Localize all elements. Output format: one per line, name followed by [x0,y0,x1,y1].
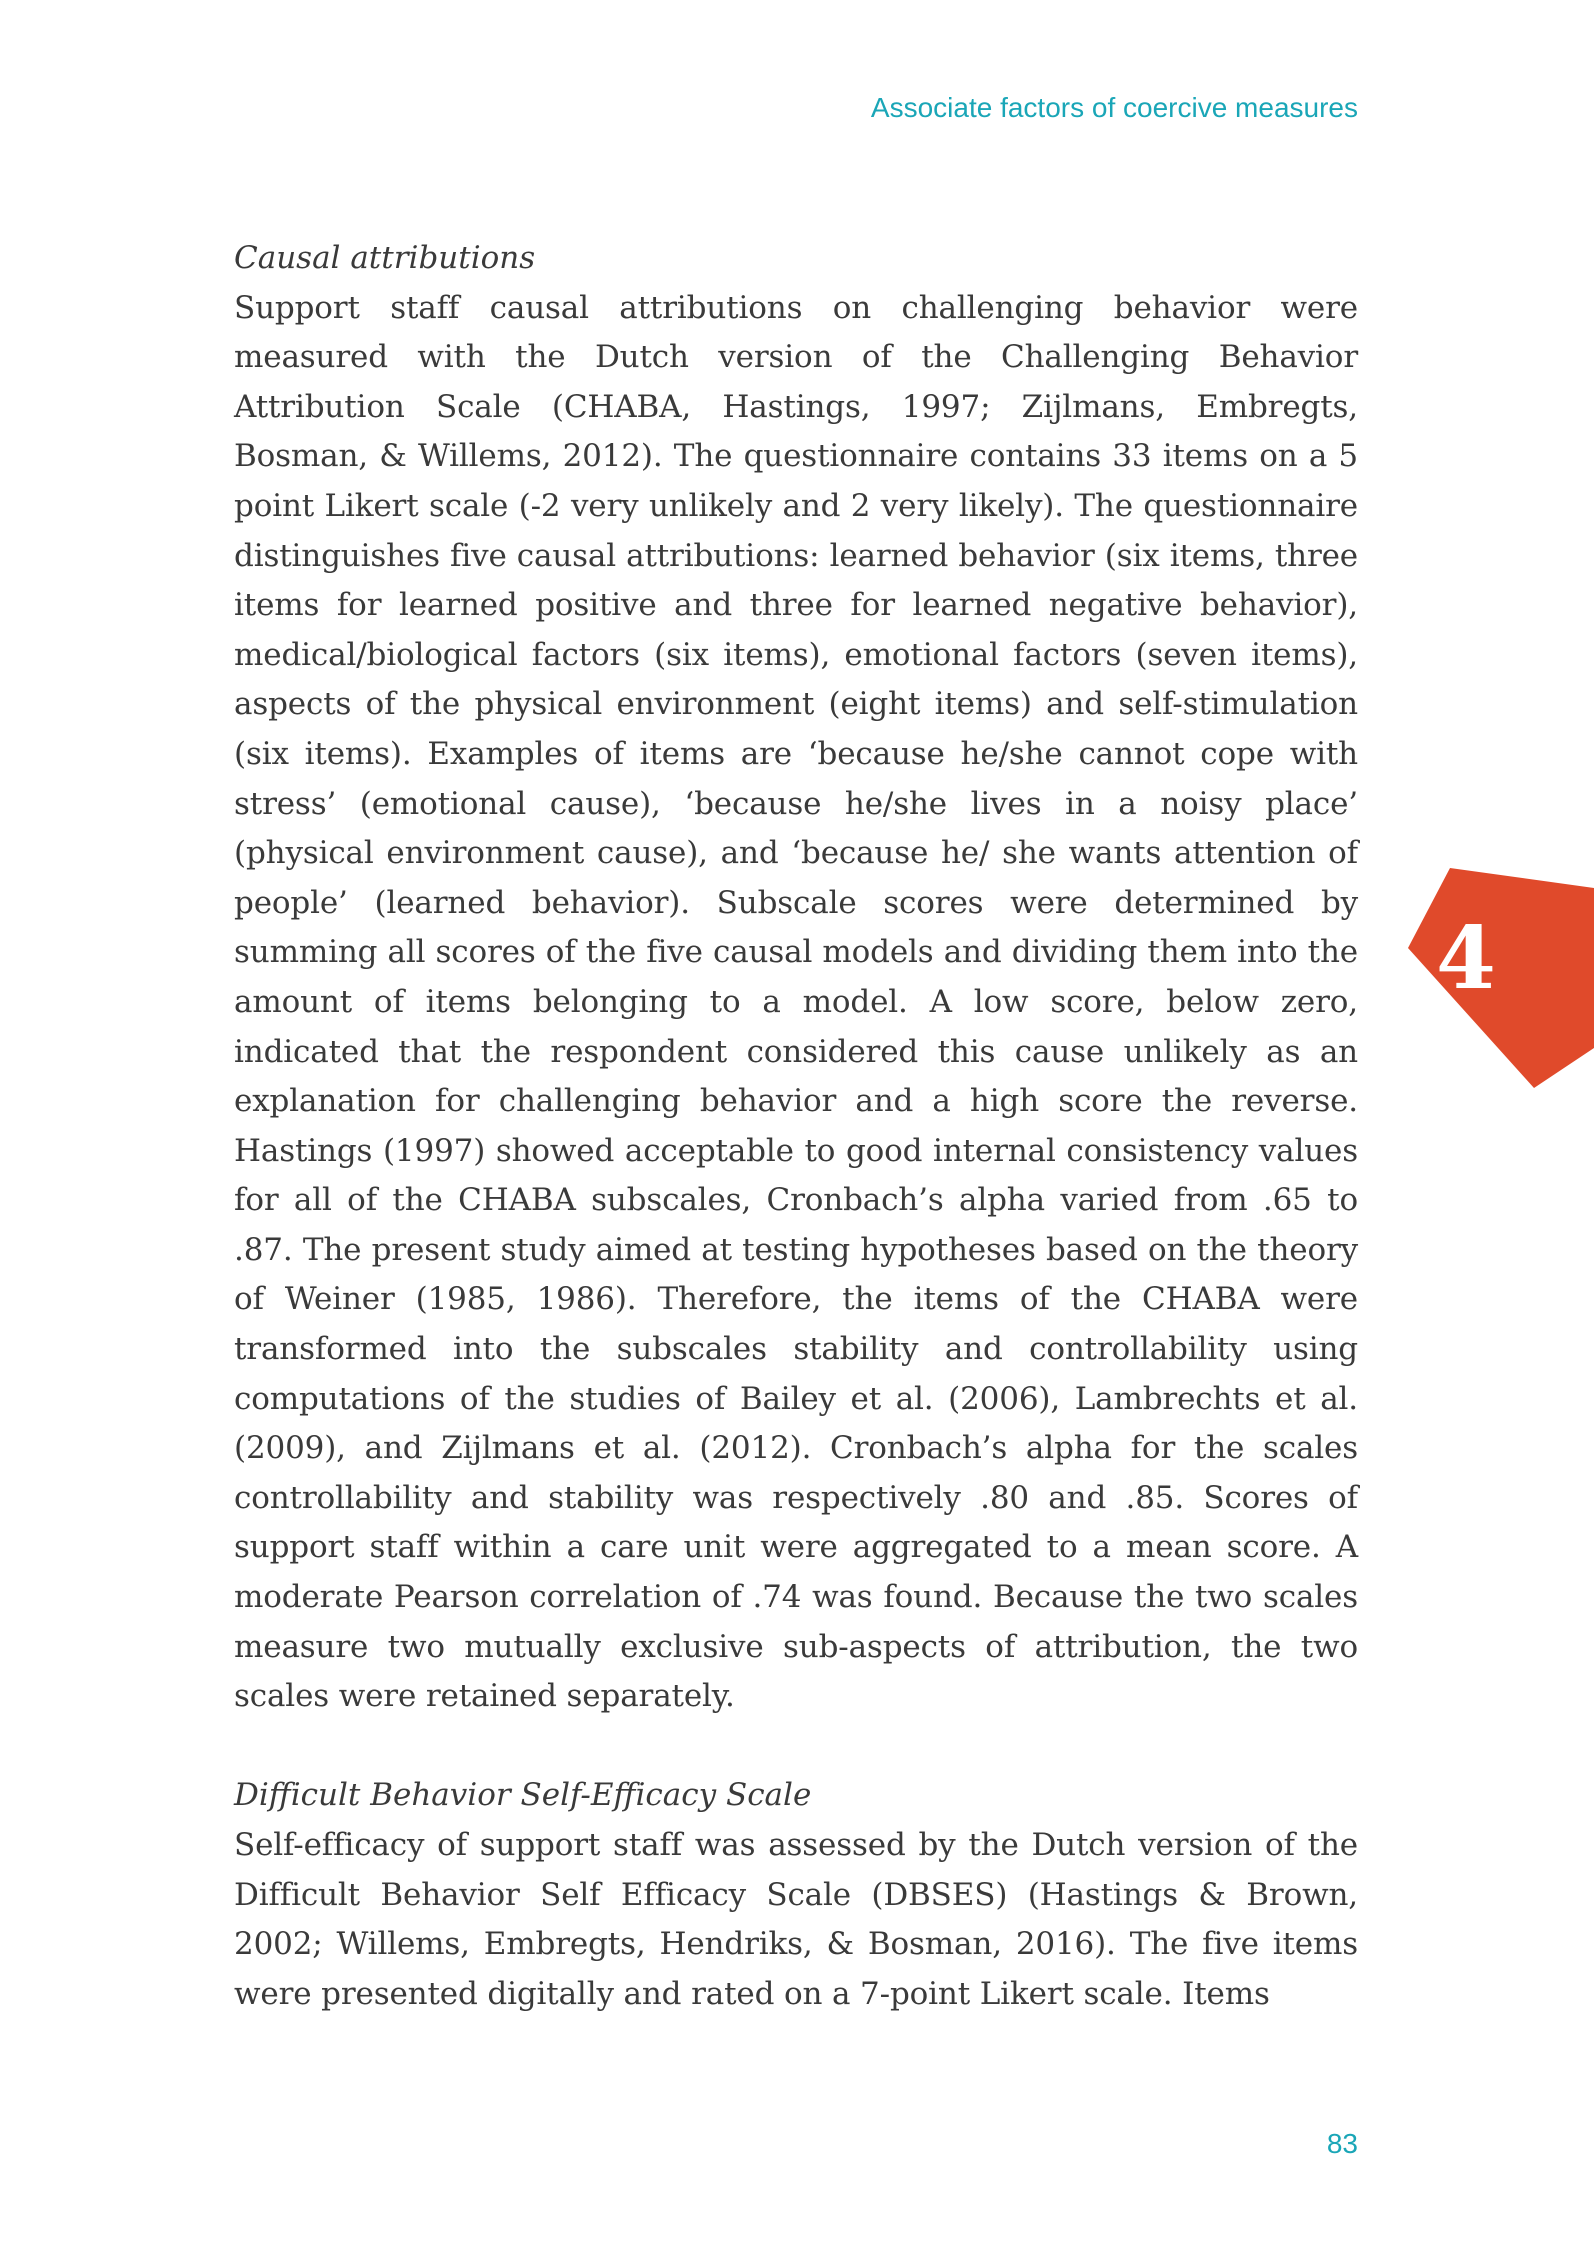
page-content [234,234,1358,2019]
chapter-number: 4 [1436,908,1496,1009]
paragraph-dbses: Self-efficacy of support staff was assessed by the Dutch version of the Difficult Behavior Self Efficacy Scale (DBSES) (Hastings & Brown, 2002; Willems, Embregts, Hendriks, & Bosman, 2016). The five items were presented digitally and rated on a 7-point Likert scale. Items [234,1827,1358,2012]
section-title-causal-attributions: Causal attributions [234,240,536,276]
paragraph-causal-attributions: Support staff causal attributions on challenging behavior were measured with the Dutch version of the Challenging Behavior Attribution Scale (CHABA, Hastings, 1997; Zijlmans, Embregts, Bosman, & Willems, 2012). The questionnaire contains 33 items on a 5 point Likert scale (-2 very unlikely and 2 very likely). The questionnaire distinguishes five causal attributions: learned behavior (six items, three items for learned positive and three for learned negative behavior), medical/biological factors (six items), emotional factors (seven items), aspects of the physical environment (eight items) and self-stimulation (six items). Examples of items are ‘because he/she cannot cope with stress’ (emotional cause), ‘because he/she lives in a noisy place’ (physical environment cause), and ‘because he/ she wants attention of people’ (learned behavior). Subscale scores were determined by summing all scores of the five causal models and dividing them into the amount of items belonging to a model. A low score, below zero, indicated that the respondent considered this cause unlikely as an explanation for challenging behavior and a high score the reverse. Hastings (1997) showed acceptable to good internal consistency values for all of the CHABA subscales, Cronbach’s alpha varied from .65 to .87. The present study aimed at testing hypotheses based on the theory of Weiner (1985, 1986). Therefore, the items of the CHABA were transformed into the subscales stability and controllability using computations of the studies of Bailey et al. (2006), Lambrechts et al. (2009), and Zijlmans et al. (2012). Cronbach’s alpha for the scales controllability and stability was respectively .80 and .85. Scores of support staff within a care unit were aggregated to a mean score. A moderate Pearson correlation of .74 was found. Because the two scales measure two mutually exclusive sub-aspects of attribution, the two scales were retained separately. [234,289,1358,1715]
page-number: 83 [1326,2128,1358,2159]
section-spacer [234,1722,1358,1772]
chapter-tab [1408,868,1594,1088]
section-title-dbses: Difficult Behavior Self-Efficacy Scale [234,1777,812,1814]
running-head: Associate factors of coercive measures [870,92,1358,123]
